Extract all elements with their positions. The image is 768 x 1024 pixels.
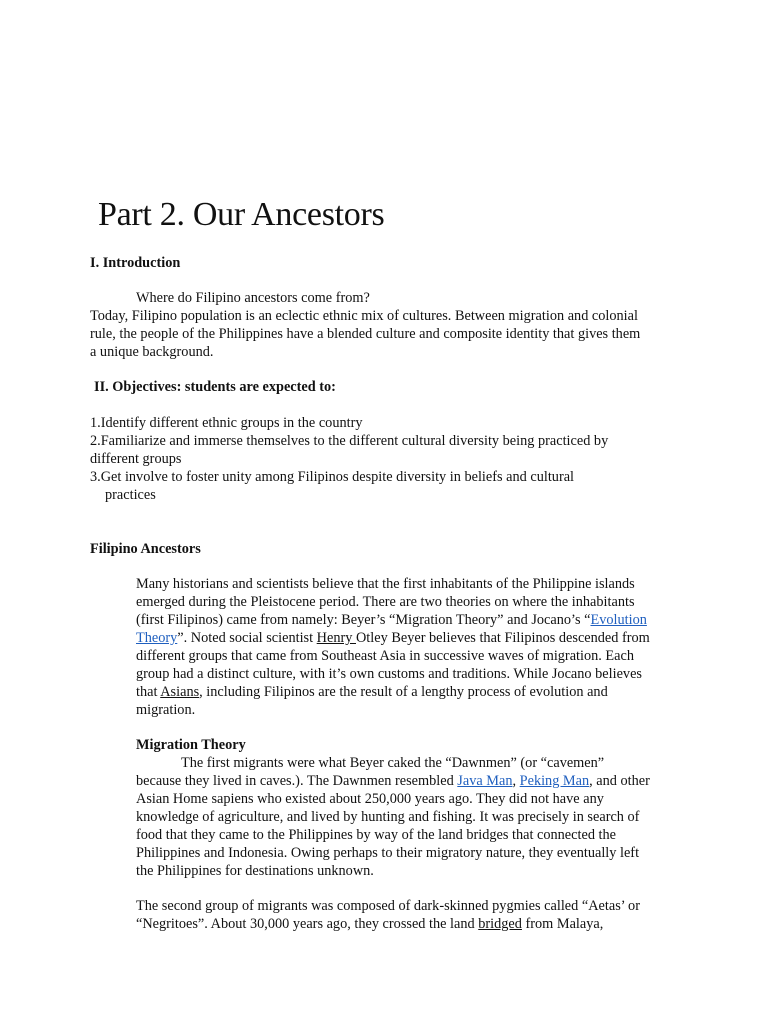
ancestors-line: Many historians and scientists believe that the first inhabitants of the Philippine islands (136, 576, 635, 592)
objectives-heading: II. Objectives: students are expected to: (94, 379, 336, 395)
ancestors-text: that (136, 684, 161, 700)
migration-line: knowledge of agriculture, and lived by hunting and fishing. It was precisely in search of (136, 809, 640, 825)
ancestors-line: different groups that came from Southeast Asia in successive waves of migration. Each (136, 648, 635, 664)
migration-line: Asian Home sapiens who existed about 250,000 years ago. They did not have any (136, 791, 604, 807)
intro-line: Today, Filipino population is an eclectic ethnic mix of cultures. Between migration and colonial (90, 308, 638, 324)
ancestors-line (136, 629, 650, 647)
bridged-underlined-text: bridged (478, 916, 522, 932)
intro-line: rule, the people of the Philippines have a blended culture and composite identity that gives them (90, 326, 641, 342)
peking-man-link[interactable]: Peking Man (519, 773, 590, 789)
migration-line: food that they came to the Philippines by way of the land bridges that connected the (136, 827, 617, 843)
migration-text: “Negritoes”. About 30,000 years ago, they crossed the land (136, 916, 479, 932)
migration-heading: Migration Theory (136, 737, 246, 753)
intro-question: Where do Filipino ancestors come from? (136, 290, 370, 306)
intro-line: a unique background. (90, 344, 214, 360)
ancestors-line: group had a distinct culture, with it’s own customs and traditions. While Jocano believes (136, 666, 642, 682)
asians-underlined-text: Asians (160, 684, 200, 700)
ancestors-heading: Filipino Ancestors (90, 541, 201, 557)
objective-item: 3.Get involve to foster unity among Filipinos despite diversity in beliefs and cultural (90, 469, 575, 485)
ancestors-line: emerged during the Pleistocene period. There are two theories on where the inhabitants (136, 594, 635, 610)
migration-line: The first migrants were what Beyer caked the “Dawnmen” (or “cavemen” (181, 755, 605, 771)
migration-text: , (512, 773, 520, 789)
ancestors-text: Otley Beyer believes that Filipinos descended from (355, 630, 650, 646)
java-man-link[interactable]: Java Man (457, 773, 513, 789)
objective-item: 1.Identify different ethnic groups in the country (90, 415, 363, 431)
ancestors-text: , including Filipinos are the result of a lengthy process of evolution and (199, 684, 608, 700)
migration-text: from Malaya, (521, 916, 604, 932)
migration-p2-line: The second group of migrants was composed of dark-skinned pygmies called “Aetas’ or (136, 898, 640, 914)
henry-underlined-text: Henry (316, 630, 356, 646)
evolution-theory-link[interactable]: Theory (136, 630, 178, 646)
ancestors-text: ”. Noted social scientist (177, 630, 317, 646)
migration-text: because they lived in caves.). The Dawnmen resembled (136, 773, 458, 789)
migration-line: Philippines and Indonesia. Owing perhaps to their migratory nature, they eventually left (136, 845, 640, 861)
ancestors-line (136, 611, 647, 629)
ancestors-text: (first Filipinos) came from namely: Beyer’s “Migration Theory” and Jocano’s “ (136, 612, 591, 628)
migration-p2-line (136, 915, 603, 933)
objective-item: 2.Familiarize and immerse themselves to the different cultural diversity being practiced by (90, 433, 609, 449)
evolution-theory-link[interactable]: Evolution (590, 612, 647, 628)
ancestors-line (136, 683, 608, 701)
ancestors-line: migration. (136, 702, 196, 718)
intro-heading: I. Introduction (90, 255, 181, 271)
objective-item-continued: different groups (90, 451, 182, 467)
objective-item-continued: practices (105, 487, 156, 503)
page-title: Part 2. Our Ancestors (98, 196, 385, 233)
migration-line (136, 772, 650, 790)
migration-line: the Philippines for destinations unknown. (136, 863, 374, 879)
migration-text: , and other (589, 773, 650, 789)
